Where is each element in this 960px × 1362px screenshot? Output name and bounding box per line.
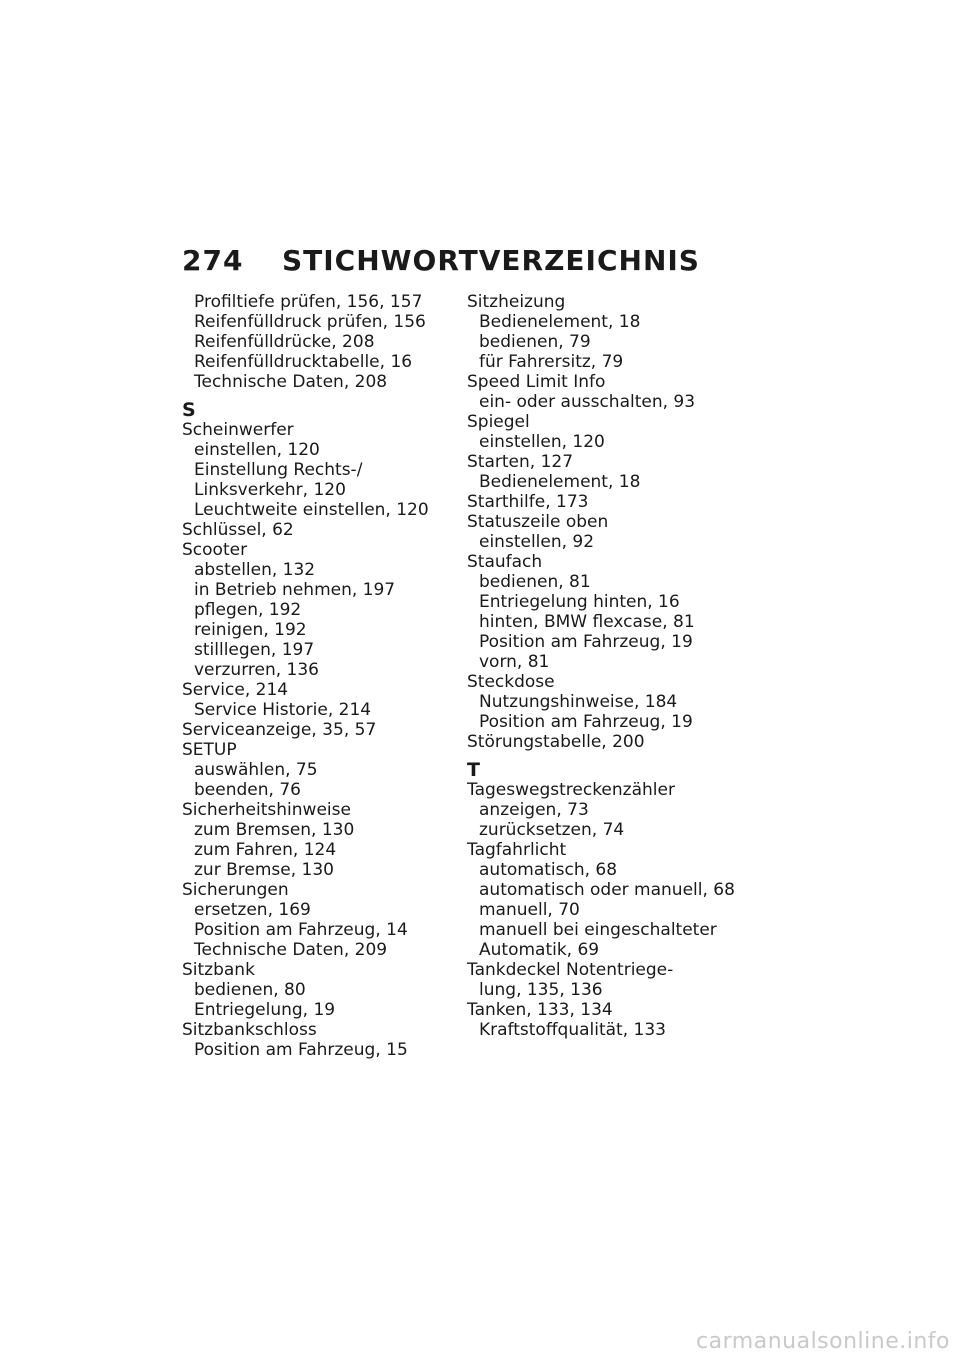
index-entry: Starten, 127 — [467, 452, 574, 472]
index-entry: SETUP — [182, 740, 237, 760]
index-subentry: auswählen, 75 — [194, 760, 318, 780]
index-subentry: Reifenfülldruck prüfen, 156 — [194, 312, 426, 332]
page-header — [182, 244, 700, 280]
index-subentry: abstellen, 132 — [194, 560, 316, 580]
index-subentry: Nutzungshinweise, 184 — [479, 692, 678, 712]
index-subentry: beenden, 76 — [194, 780, 301, 800]
index-subentry: Entriegelung hinten, 16 — [479, 592, 680, 612]
index-subentry: einstellen, 92 — [479, 532, 595, 552]
index-subentry: ersetzen, 169 — [194, 900, 311, 920]
index-subentry: anzeigen, 73 — [479, 800, 589, 820]
index-column-right — [467, 292, 767, 1040]
index-subentry: Bedienelement, 18 — [479, 472, 641, 492]
index-subentry: Service Historie, 214 — [194, 700, 372, 720]
index-entry: Scooter — [182, 540, 248, 560]
index-subentry: zur Bremse, 130 — [194, 860, 334, 880]
index-subentry: Entriegelung, 19 — [194, 1000, 336, 1020]
index-subentry: automatisch, 68 — [479, 860, 618, 880]
index-entry: Sitzbankschloss — [182, 1020, 317, 1040]
index-entry: Tankdeckel Notentriege- — [467, 960, 674, 980]
index-subentry: manuell, 70 — [479, 900, 580, 920]
index-entry: Schlüssel, 62 — [182, 520, 294, 540]
index-subentry: Reifenfülldrucktabelle, 16 — [194, 352, 413, 372]
index-subentry: vorn, 81 — [479, 652, 550, 672]
index-subentry: stilllegen, 197 — [194, 640, 315, 660]
index-entry: Sicherungen — [182, 880, 289, 900]
index-entry: Sitzbank — [182, 960, 255, 980]
index-subentry: Kraftstoffqualität, 133 — [479, 1020, 666, 1040]
index-subentry: Position am Fahrzeug, 19 — [479, 632, 693, 652]
index-subentry: in Betrieb nehmen, 197 — [194, 580, 396, 600]
index-subentry: bedienen, 79 — [479, 332, 591, 352]
index-entry: Starthilfe, 173 — [467, 492, 589, 512]
index-subentry: bedienen, 81 — [479, 572, 591, 592]
index-subentry: Automatik, 69 — [479, 940, 600, 960]
index-subentry: verzurren, 136 — [194, 660, 320, 680]
index-subentry: zum Fahren, 124 — [194, 840, 337, 860]
index-subentry: zurücksetzen, 74 — [479, 820, 625, 840]
index-subentry: automatisch oder manuell, 68 — [479, 880, 735, 900]
watermark: carmanualsonline.info — [696, 1329, 950, 1354]
index-entry: Steckdose — [467, 672, 555, 692]
index-subentry: zum Bremsen, 130 — [194, 820, 355, 840]
index-subentry: bedienen, 80 — [194, 980, 306, 1000]
index-subentry: Position am Fahrzeug, 14 — [194, 920, 408, 940]
index-column-left — [182, 292, 452, 1060]
index-subentry: für Fahrersitz, 79 — [479, 352, 624, 372]
index-subentry: einstellen, 120 — [194, 440, 320, 460]
page-number: 274 — [182, 244, 244, 277]
index-entry: Scheinwerfer — [182, 420, 294, 440]
index-entry: Tageswegstreckenzähler — [467, 780, 675, 800]
index-entry: Staufach — [467, 552, 543, 572]
index-subentry: Bedienelement, 18 — [479, 312, 641, 332]
index-entry: Spiegel — [467, 412, 530, 432]
index-entry: Statuszeile oben — [467, 512, 609, 532]
index-subentry: Position am Fahrzeug, 19 — [479, 712, 693, 732]
index-subentry: pflegen, 192 — [194, 600, 302, 620]
index-subentry: hinten, BMW flexcase, 81 — [479, 612, 695, 632]
index-subentry: Technische Daten, 208 — [194, 372, 388, 392]
index-subentry: manuell bei eingeschalteter — [479, 920, 717, 940]
index-subentry: Position am Fahrzeug, 15 — [194, 1040, 408, 1060]
index-entry: Service, 214 — [182, 680, 289, 700]
index-subentry: Reifenfülldrücke, 208 — [194, 332, 375, 352]
index-entry: Tanken, 133, 134 — [467, 1000, 613, 1020]
page-title: STICHWORTVERZEICHNIS — [282, 244, 700, 277]
index-entry: Sicherheitshinweise — [182, 800, 351, 820]
index-subentry: reinigen, 192 — [194, 620, 307, 640]
index-section-letter: S — [182, 399, 196, 421]
index-entry: Tagfahrlicht — [467, 840, 567, 860]
index-subentry: Profiltiefe prüfen, 156, 157 — [194, 292, 423, 312]
index-entry: Serviceanzeige, 35, 57 — [182, 720, 377, 740]
index-entry: Speed Limit Info — [467, 372, 606, 392]
index-subentry: Linksverkehr, 120 — [194, 480, 346, 500]
index-subentry: einstellen, 120 — [479, 432, 605, 452]
index-subentry: lung, 135, 136 — [479, 980, 603, 1000]
index-entry: Sitzheizung — [467, 292, 566, 312]
index-subentry: Technische Daten, 209 — [194, 940, 388, 960]
index-subentry: Einstellung Rechts-/ — [194, 460, 363, 480]
index-section-letter: T — [467, 759, 480, 781]
index-entry: Störungstabelle, 200 — [467, 732, 645, 752]
index-subentry: Leuchtweite einstellen, 120 — [194, 500, 429, 520]
index-subentry: ein- oder ausschalten, 93 — [479, 392, 696, 412]
